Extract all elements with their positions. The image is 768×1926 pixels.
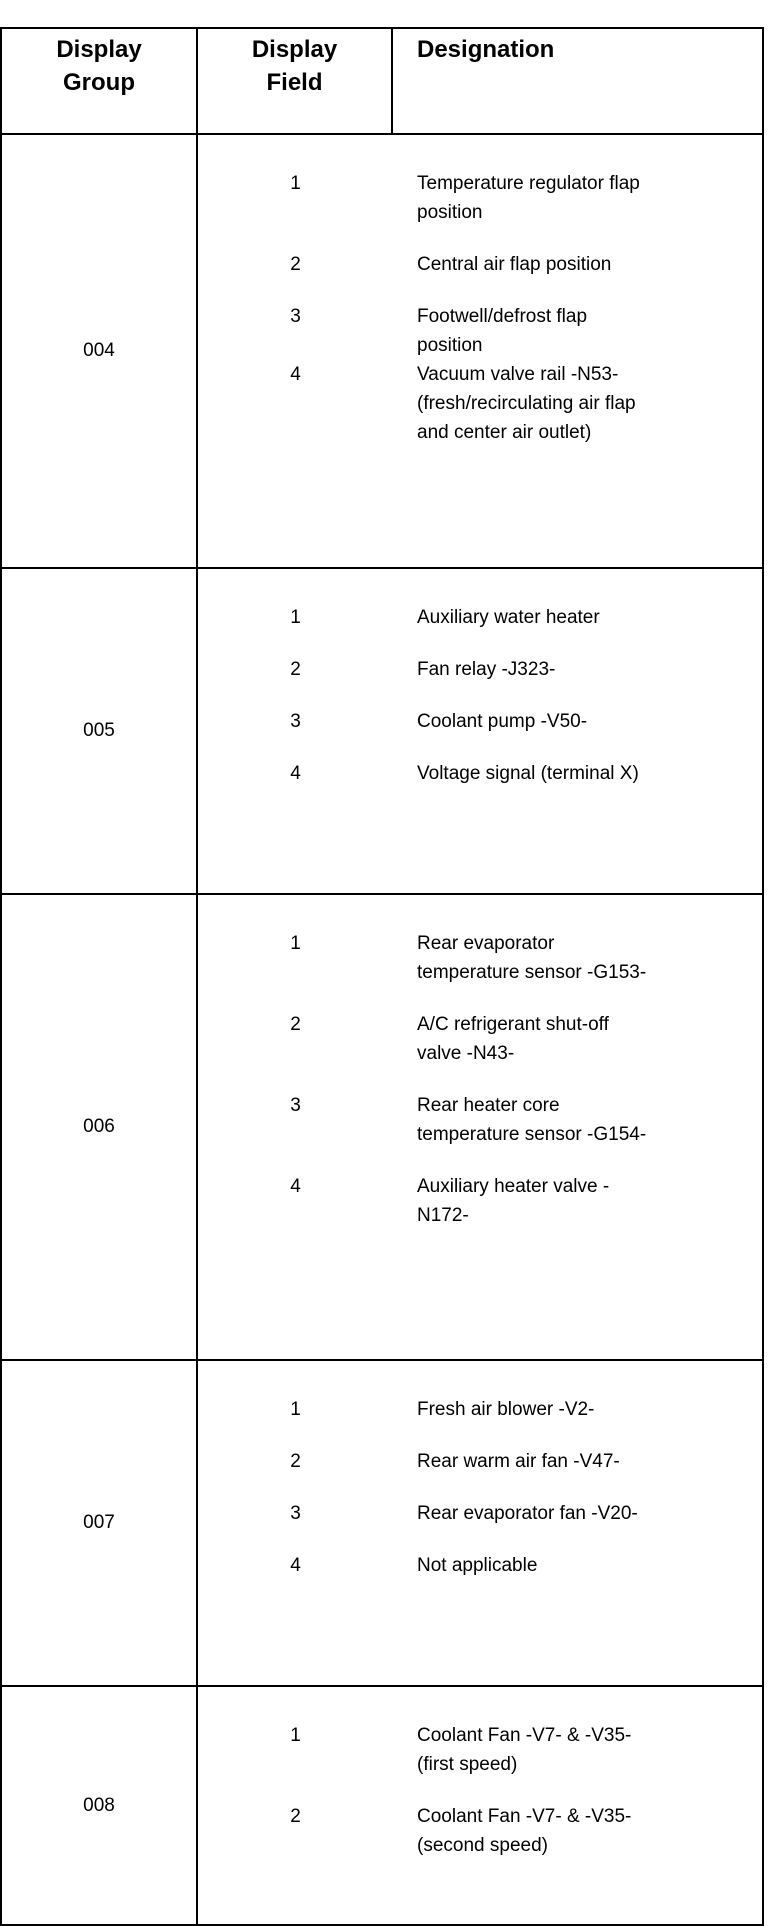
field-row xyxy=(198,1395,762,1424)
field-list xyxy=(198,1721,762,1860)
field-number: 2 xyxy=(290,1806,301,1827)
group-id-cell: 007 xyxy=(1,1360,197,1686)
field-number: 4 xyxy=(290,1555,301,1576)
field-number: 4 xyxy=(290,763,301,784)
group-id-cell: 008 xyxy=(1,1686,197,1925)
field-number: 2 xyxy=(290,1014,301,1035)
field-designation: Footwell/defrost flap position xyxy=(417,306,588,356)
field-row xyxy=(198,1010,762,1068)
field-designation: Rear heater core temperature sensor -G154- xyxy=(417,1095,647,1145)
header-display-group-line-2: Group xyxy=(63,69,135,96)
field-row xyxy=(198,1721,762,1779)
field-row xyxy=(198,169,762,227)
group-id-cell: 005 xyxy=(1,568,197,894)
fields-cell xyxy=(197,1360,763,1686)
field-designation: Coolant Fan -V7- & -V35- (second speed) xyxy=(417,1806,632,1856)
field-list xyxy=(198,1395,762,1580)
field-row xyxy=(198,1447,762,1476)
field-row xyxy=(198,1499,762,1528)
field-designation: Auxiliary water heater xyxy=(417,607,600,628)
field-row xyxy=(198,759,762,788)
field-number: 1 xyxy=(290,1725,301,1746)
header-designation: Designation xyxy=(392,28,763,134)
header-display-field-line-1: Display xyxy=(251,36,338,63)
fields-cell xyxy=(197,134,763,568)
field-row xyxy=(198,655,762,684)
display-group-table xyxy=(0,27,764,1926)
field-number: 3 xyxy=(290,1503,301,1524)
field-designation: Central air flap position xyxy=(417,254,612,275)
field-row xyxy=(198,603,762,632)
field-designation: Fresh air blower -V2- xyxy=(417,1399,595,1420)
field-number: 3 xyxy=(290,1095,301,1116)
field-row xyxy=(198,1091,762,1149)
field-row xyxy=(198,1802,762,1860)
field-number: 3 xyxy=(290,306,301,327)
field-number: 3 xyxy=(290,711,301,732)
header-row xyxy=(1,28,763,134)
field-number: 2 xyxy=(290,1451,301,1472)
table-row-group-004 xyxy=(1,134,763,568)
field-list xyxy=(198,929,762,1230)
field-list xyxy=(198,603,762,788)
group-id-cell: 004 xyxy=(1,134,197,568)
field-number: 1 xyxy=(290,607,301,628)
field-designation: Auxiliary heater valve -N172- xyxy=(417,1176,610,1226)
field-designation: Vacuum valve rail -N53- (fresh/recirculating air flap and center air outlet) xyxy=(417,364,636,443)
field-designation: Fan relay -J323- xyxy=(417,659,556,680)
field-number: 2 xyxy=(290,659,301,680)
field-designation: Temperature regulator flap position xyxy=(417,173,640,223)
field-designation: A/C refrigerant shut-off valve -N43- xyxy=(417,1014,609,1064)
field-designation: Rear evaporator temperature sensor -G153- xyxy=(417,933,647,983)
field-row xyxy=(198,302,762,360)
field-number: 1 xyxy=(290,173,301,194)
field-list xyxy=(198,169,762,447)
field-row xyxy=(198,1172,762,1230)
field-number: 2 xyxy=(290,254,301,275)
field-designation: Coolant pump -V50- xyxy=(417,711,588,732)
field-number: 4 xyxy=(290,364,301,385)
field-designation: Coolant Fan -V7- & -V35- (first speed) xyxy=(417,1725,632,1775)
field-designation: Rear evaporator fan -V20- xyxy=(417,1503,638,1524)
header-display-field xyxy=(197,28,392,134)
header-display-group-line-1: Display xyxy=(56,36,142,63)
table-row-group-008 xyxy=(1,1686,763,1925)
header-display-group xyxy=(1,28,197,134)
table-row-group-005 xyxy=(1,568,763,894)
field-number: 1 xyxy=(290,933,301,954)
field-row xyxy=(198,707,762,736)
field-row xyxy=(198,929,762,987)
group-id-cell: 006 xyxy=(1,894,197,1360)
fields-cell xyxy=(197,568,763,894)
field-designation: Rear warm air fan -V47- xyxy=(417,1451,620,1472)
table-row-group-007 xyxy=(1,1360,763,1686)
field-designation: Voltage signal (terminal X) xyxy=(417,763,639,784)
field-number: 4 xyxy=(290,1176,301,1197)
fields-cell xyxy=(197,1686,763,1925)
field-row xyxy=(198,360,762,447)
table-row-group-006 xyxy=(1,894,763,1360)
header-display-field-line-2: Field xyxy=(266,69,323,96)
field-number: 1 xyxy=(290,1399,301,1420)
field-row xyxy=(198,1551,762,1580)
field-row xyxy=(198,250,762,279)
fields-cell xyxy=(197,894,763,1360)
field-designation: Not applicable xyxy=(417,1555,538,1576)
